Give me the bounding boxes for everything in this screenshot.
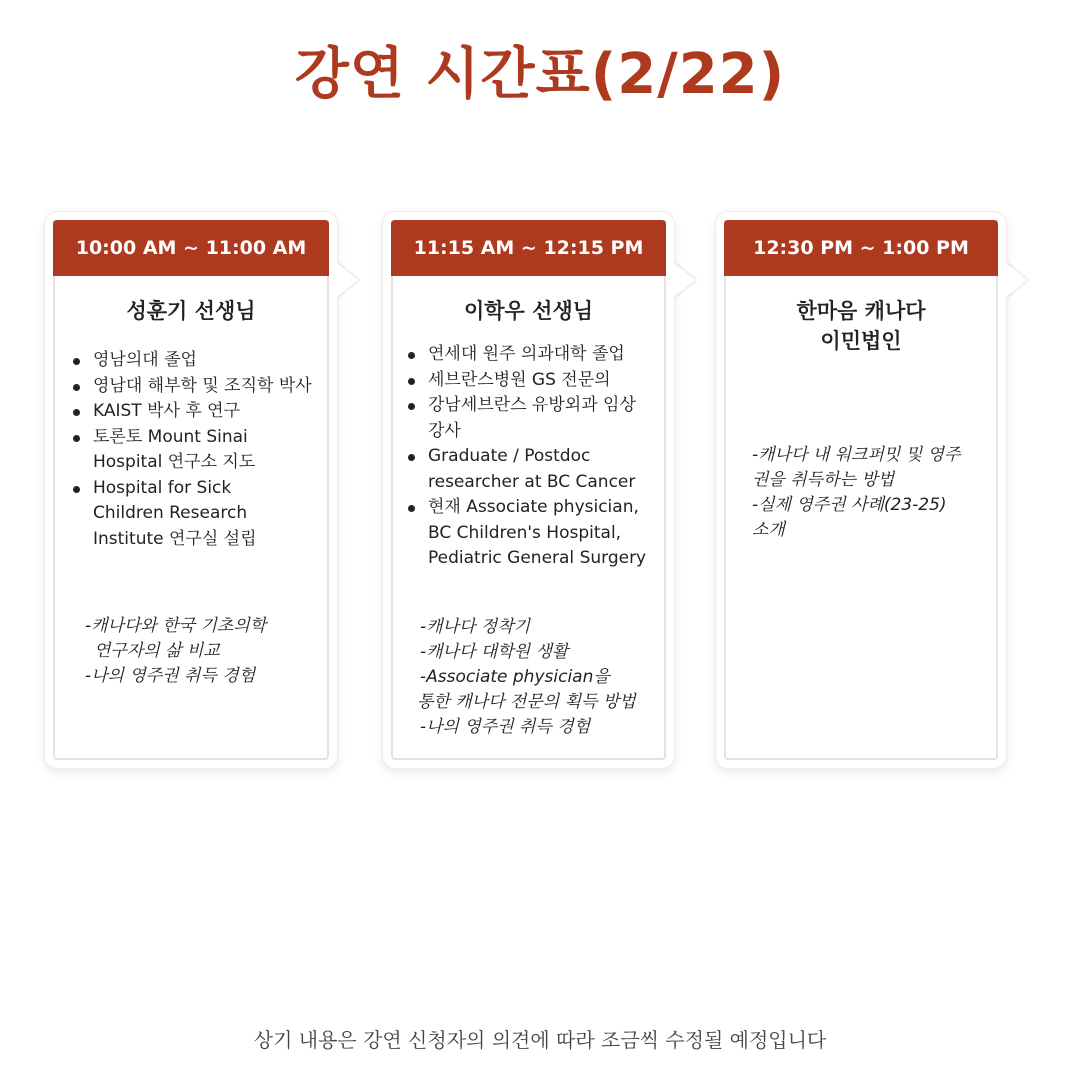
talk-topics [85,614,266,689]
speaker-name: 이학우 선생님 [463,299,594,323]
topic-line: -캐나다와 한국 기초의학 [85,616,267,636]
bio-item: 현재 Associate physician, BC Children's Hospital, Pediatric General Surgery [408,495,658,572]
time-header: 12:30 PM ~ 1:00 PM [724,220,998,276]
speaker-name [724,296,998,356]
topic-line: -실제 영주권 사례(23-25) [752,495,947,515]
topic-line: 통한 캐나다 전문의 획득 방법 [417,692,636,712]
arrow-right-icon [1005,262,1027,298]
bio-item: 토론토 Mount Sinai Hospital 연구소 지도 [73,425,283,476]
talk-topics [417,615,636,740]
topic-line: -캐나다 정착기 [420,617,531,637]
speaker-name: 성훈기 선생님 [126,299,256,323]
bio-item: Hospital for Sick Children Research Institute 연구실 설립 [73,476,303,553]
time-header: 11:15 AM ~ 12:15 PM [391,220,666,276]
topic-line: -캐나다 내 워크퍼밋 및 영주 [752,445,961,465]
speaker-name-line: 이민법인 [820,329,902,353]
talk-topics [752,443,960,543]
topic-line: -나의 영주권 취득 경험 [85,666,256,686]
bio-item: 세브란스병원 GS 전문의 [408,368,658,394]
arrow-right-icon [336,262,358,298]
arrow-right-icon [673,262,695,298]
topic-line: 연구자의 삶 비교 [94,641,220,661]
speaker-bio-list [408,342,658,572]
bio-item: 영남의대 졸업 [73,348,327,374]
bio-item: 연세대 원주 의과대학 졸업 [408,342,658,368]
speaker-name-line: 한마음 캐나다 [796,299,926,323]
bio-item: Graduate / Postdoc researcher at BC Cancer [408,444,658,495]
bio-item: 강남세브란스 유방외과 임상강사 [408,393,638,444]
speaker-bio-list [73,348,327,552]
topic-line: 소개 [752,520,785,540]
schedule-card-1 [45,212,337,768]
time-header: 10:00 AM ~ 11:00 AM [53,220,329,276]
schedule-card-2 [383,212,674,768]
page-title: 강연 시간표(2/22) [294,42,786,107]
bio-item: 영남대 해부학 및 조직학 박사 [73,374,327,400]
topic-line: -Associate physician을 [420,667,610,687]
bio-item: KAIST 박사 후 연구 [73,399,327,425]
topic-line: -나의 영주권 취득 경험 [420,717,591,737]
footnote: 상기 내용은 강연 신청자의 의견에 따라 조금씩 수정될 예정입니다 [253,1028,827,1052]
topic-line: -캐나다 대학원 생활 [420,642,569,662]
topic-line: 권을 취득하는 방법 [752,470,895,490]
schedule-card-3 [716,212,1006,768]
